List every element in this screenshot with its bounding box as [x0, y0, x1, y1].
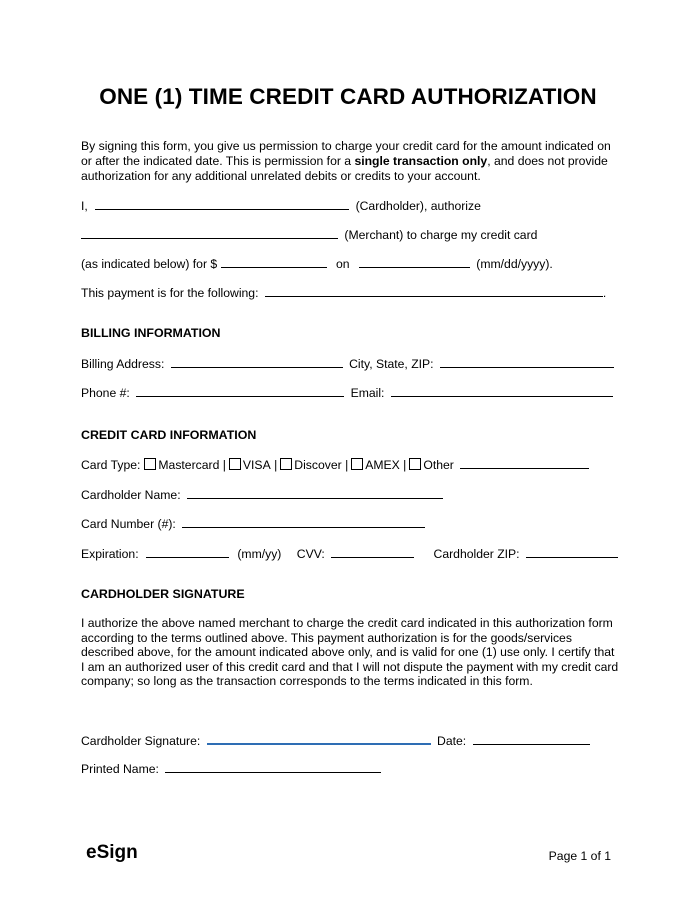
- printed-name-row: [81, 760, 381, 776]
- separator: |: [222, 458, 226, 472]
- city-state-zip-blank[interactable]: [440, 355, 614, 368]
- other-label: Other: [423, 458, 454, 472]
- credit-card-heading: CREDIT CARD INFORMATION: [81, 428, 257, 442]
- merchant-label: (Merchant) to charge my credit card: [344, 228, 538, 242]
- cardholder-authorize-row: [81, 197, 481, 213]
- amex-checkbox[interactable]: [351, 458, 363, 470]
- date-blank[interactable]: [359, 255, 470, 268]
- signature-field[interactable]: [207, 731, 431, 745]
- mastercard-label: Mastercard: [158, 458, 220, 472]
- visa-checkbox[interactable]: [229, 458, 241, 470]
- merchant-name-blank[interactable]: [81, 226, 338, 239]
- cardholder-name-label: Cardholder Name:: [81, 488, 181, 502]
- card-number-row: [81, 515, 425, 531]
- card-number-label: Card Number (#):: [81, 517, 176, 531]
- cardholder-name-blank[interactable]: [95, 197, 349, 210]
- expiration-label: Expiration:: [81, 547, 139, 561]
- cardholder-authorize-label: (Cardholder), authorize: [355, 199, 481, 213]
- payment-purpose-label: This payment is for the following:: [81, 286, 259, 300]
- amount-label: (as indicated below) for $: [81, 257, 218, 271]
- amount-blank[interactable]: [221, 255, 327, 268]
- signature-date-field[interactable]: [473, 732, 590, 745]
- discover-label: Discover: [294, 458, 342, 472]
- cardholder-name-row: [81, 486, 443, 502]
- phone-email-row: [81, 384, 613, 400]
- billing-address-blank[interactable]: [171, 355, 343, 368]
- intro-text-bold: single transaction only: [354, 154, 488, 168]
- separator: |: [345, 458, 349, 472]
- email-label: Email:: [350, 386, 385, 400]
- authorization-paragraph: I authorize the above named merchant to charge the credit card indicated in this authorization form according to the terms outlined above. This payment authorization is for the goods/services described above, for the amount indicated above only, and is valid for one (1) use only. I certify that I am an authorized user of this credit card and that I will not dispute the payment with my credit card company; so long as the transaction corresponds to the terms indicated in this form.: [81, 616, 619, 689]
- card-type-label: Card Type:: [81, 458, 141, 472]
- phone-label: Phone #:: [81, 386, 130, 400]
- amount-date-row: [81, 255, 553, 271]
- cvv-label: CVV:: [296, 547, 325, 561]
- discover-checkbox[interactable]: [280, 458, 292, 470]
- esign-logo: eSign: [86, 842, 138, 863]
- page-number: Page 1 of 1: [548, 849, 611, 863]
- billing-address-row: [81, 355, 614, 371]
- signature-heading: CARDHOLDER SIGNATURE: [81, 587, 245, 601]
- cardholder-zip-field[interactable]: [526, 545, 618, 558]
- phone-blank[interactable]: [136, 384, 344, 397]
- card-number-field[interactable]: [182, 515, 425, 528]
- on-label: on: [335, 257, 350, 271]
- printed-name-label: Printed Name:: [81, 762, 159, 776]
- intro-text-after: , and does not provide authorization for any additional unrelated debits or credits to your account.: [81, 154, 608, 183]
- expiration-row: [81, 545, 618, 561]
- cardholder-zip-label: Cardholder ZIP:: [433, 547, 520, 561]
- merchant-row: [81, 226, 537, 242]
- intro-paragraph: [81, 139, 621, 184]
- separator: |: [274, 458, 278, 472]
- other-blank[interactable]: [460, 456, 589, 469]
- payment-purpose-period: .: [602, 286, 607, 300]
- authorize-prefix: I,: [81, 199, 88, 213]
- visa-label: VISA: [242, 458, 271, 472]
- billing-heading: BILLING INFORMATION: [81, 326, 221, 340]
- city-state-zip-label: City, State, ZIP:: [349, 357, 434, 371]
- email-blank[interactable]: [391, 384, 613, 397]
- date-format-label: (mm/dd/yyyy).: [476, 257, 553, 271]
- billing-address-label: Billing Address:: [81, 357, 165, 371]
- payment-purpose-blank[interactable]: [265, 284, 603, 297]
- expiration-format-label: (mm/yy): [237, 547, 282, 561]
- separator: |: [403, 458, 407, 472]
- intro-text-before: By signing this form, you give us permission to charge your credit card for the amount indicated on or after the indicated date. This is permission for a: [81, 139, 611, 168]
- card-type-row: [81, 456, 589, 472]
- amex-label: AMEX: [365, 458, 400, 472]
- date-label: Date:: [437, 734, 467, 748]
- cvv-field[interactable]: [331, 545, 414, 558]
- form-title: ONE (1) TIME CREDIT CARD AUTHORIZATION: [99, 84, 597, 109]
- other-checkbox[interactable]: [409, 458, 421, 470]
- cardholder-name-field[interactable]: [187, 486, 443, 499]
- payment-purpose-row: [81, 284, 606, 300]
- signature-date-row: [81, 731, 590, 747]
- printed-name-field[interactable]: [165, 760, 381, 773]
- expiration-field[interactable]: [146, 545, 229, 558]
- signature-label: Cardholder Signature:: [81, 734, 201, 748]
- mastercard-checkbox[interactable]: [144, 458, 156, 470]
